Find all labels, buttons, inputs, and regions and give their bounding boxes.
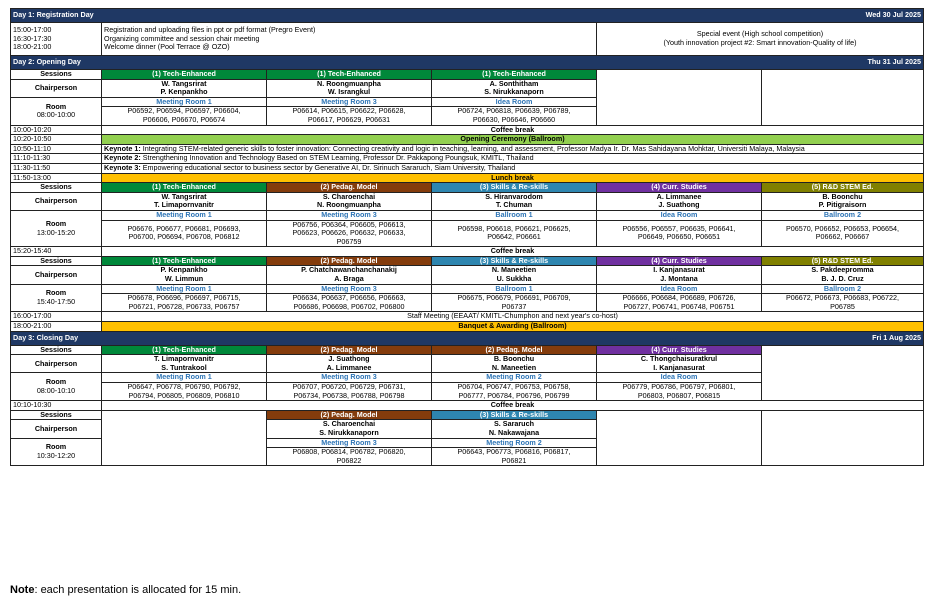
paper-line: P06821 [501, 455, 527, 465]
keynote2 [102, 154, 924, 164]
chair-name: W. Israngkul [327, 87, 371, 97]
chair-cell [102, 266, 267, 284]
room-name: Meeting Room 3 [267, 284, 432, 294]
coffee-break: Coffee break [102, 125, 924, 135]
paper-line: P06678, P06696, P06697, P06715, [127, 293, 241, 303]
paper-line: P06759 [336, 236, 362, 246]
paper-line: P06647, P06778, P06790, P06792, [127, 382, 241, 391]
chair-name: C. Thongchaisuratkrul [640, 354, 718, 364]
paper-line: P06649, P06650, P06651 [637, 232, 721, 242]
room-name: Ballroom 1 [432, 210, 597, 220]
paper-line: P06676, P06677, P06681, P06693, [127, 223, 241, 233]
chair-name: S. Charoenchai [322, 192, 376, 201]
day2-title: Day 2: Opening Day [13, 57, 81, 67]
keynote-text: Integrating STEM-related generic skills to foster innovation: Connecting creativity and logic in teaching, learning, and assessment, Professor Madya Ir. Dr. Mas Sahidayana Mohktar, Universiti Malaya, Malaysia [142, 144, 805, 153]
paper-line: P06623, P06626, P06632, P06633, [292, 228, 406, 238]
room-label: Room [45, 101, 67, 111]
chair-name: N. Maneetien [491, 362, 537, 372]
paper-line: P06675, P06679, P06691, P06709, [457, 293, 571, 303]
day1-date: Wed 30 Jul 2025 [865, 10, 921, 20]
room-time-cell [11, 210, 102, 246]
empty-cell [762, 410, 924, 466]
coffee-time: 10:00-10:20 [11, 125, 102, 135]
day2-date: Thu 31 Jul 2025 [867, 57, 921, 67]
paper-list [597, 294, 762, 312]
chairperson-label: Chairperson [11, 192, 102, 210]
chair-name: S. Tuntrakool [161, 362, 207, 372]
day3-header [11, 331, 924, 345]
paper-line: P06808, P06814, P06782, P06820, [292, 447, 406, 457]
chair-name: P. Kenpankho [160, 265, 208, 275]
paper-line: P06756, P06364, P06605, P06613, [292, 220, 406, 229]
room-name: Meeting Room 3 [267, 97, 432, 107]
track-cell: (2) Pedag. Model [267, 410, 432, 420]
day1-item: Welcome dinner (Pool Terrace @ OZO) [104, 42, 230, 52]
chair-name: U. Sukkha [496, 274, 532, 284]
track-cell: (4) Curr. Studies [597, 183, 762, 193]
staff-time: 16:00-17:00 [11, 312, 102, 322]
room-name: Idea Room [432, 97, 597, 107]
chairperson-label: Chairperson [11, 355, 102, 373]
paper-line: P06672, P06673, P06683, P06722, [785, 293, 900, 303]
paper-list [432, 448, 597, 466]
paper-list [762, 220, 924, 247]
keynote-label: Keynote 2: [104, 153, 141, 163]
paper-line: P06737 [501, 301, 527, 311]
session-time: 08:00-10:10 [36, 385, 76, 395]
paper-line: P06643, P06773, P06816, P06817, [457, 447, 571, 457]
paper-list [102, 383, 267, 401]
room-name: Idea Room [597, 373, 762, 383]
banquet-time: 18:00-21:00 [11, 322, 102, 332]
chair-cell [597, 355, 762, 373]
coffee-break: Coffee break [102, 401, 924, 411]
chair-name: S. Charoenchai [322, 419, 376, 429]
room-name: Meeting Room 1 [102, 210, 267, 220]
paper-line: P06803, P06807, P06815 [637, 390, 721, 400]
paper-list [267, 383, 432, 401]
schedule-table [10, 8, 924, 466]
room-time-cell [11, 97, 102, 125]
day1-items [102, 23, 597, 56]
day1-special-event [597, 23, 924, 56]
room-name: Meeting Room 2 [432, 438, 597, 448]
room-label: Room [45, 288, 67, 298]
chair-name: S. Hiranvarodom [485, 192, 543, 201]
chair-name: S. Sararuch [494, 419, 534, 429]
day2-header [11, 56, 924, 70]
day1-title: Day 1: Registration Day [13, 10, 94, 20]
chairperson-label: Chairperson [11, 266, 102, 284]
coffee-time: 10:10-10:30 [11, 401, 102, 411]
keynote3-time: 11:30-11:50 [11, 163, 102, 173]
day1-time: 18:00-21:00 [13, 42, 52, 52]
chair-cell [432, 79, 597, 97]
chair-name: A. Sonthitham [489, 79, 539, 88]
day1-header [11, 9, 924, 23]
room-name: Ballroom 1 [432, 284, 597, 294]
chair-name: P. Pitigraisorn [818, 200, 867, 210]
paper-list [432, 220, 597, 247]
paper-line: P06822 [336, 455, 362, 465]
chair-name: B. J. D. Cruz [821, 274, 864, 284]
special-event-title: Special event (High school competition) [696, 29, 824, 39]
footnote [10, 584, 241, 596]
paper-line: P06794, P06805, P06809, P06810 [128, 390, 240, 400]
paper-line: P06598, P06618, P06621, P06625, [457, 223, 571, 233]
track-cell: (1) Tech-Enhanced [432, 70, 597, 80]
paper-line: P06570, P06652, P06653, P06654, [785, 223, 900, 233]
keynote-label: Keynote 3: [104, 163, 141, 172]
room-name: Meeting Room 1 [102, 284, 267, 294]
chair-cell [432, 420, 597, 438]
keynote1-time: 10:50-11:10 [11, 144, 102, 154]
keynote2-time: 11:10-11:30 [11, 154, 102, 164]
keynote-text: Strengthening Innovation and Technology Based on STEM Learning, Professor Dr. Pakkapong Poungsuk, KMITL, Thailand [142, 153, 534, 163]
chair-cell [267, 192, 432, 210]
chair-cell [432, 192, 597, 210]
paper-list [267, 220, 432, 247]
chair-name: S. Nirukkanaporn [319, 427, 379, 437]
paper-line: P06734, P06738, P06788, P06798 [293, 390, 405, 400]
banquet: Banquet & Awarding (Ballroom) [102, 322, 924, 332]
track-cell: (3) Skills & Re-skills [432, 183, 597, 193]
paper-line: P06606, P06670, P06674 [142, 114, 226, 124]
day3-date: Fri 1 Aug 2025 [872, 332, 921, 342]
paper-line: P06700, P06694, P06708, P06812 [128, 232, 240, 242]
chair-cell [597, 266, 762, 284]
chair-cell [102, 355, 267, 373]
coffee-break: Coffee break [102, 247, 924, 257]
chair-cell [267, 355, 432, 373]
chair-cell [762, 192, 924, 210]
chair-name: P. Kenpankho [160, 87, 208, 97]
chairperson-label: Chairperson [11, 420, 102, 438]
room-label: Room [45, 377, 67, 387]
room-time-cell [11, 373, 102, 401]
paper-list [432, 294, 597, 312]
paper-line: P06617, P06629, P06631 [307, 114, 391, 124]
paper-line: P06634, P06637, P06656, P06663, [292, 293, 406, 303]
day1-item: Organizing committee and session chair meeting [104, 33, 260, 43]
sessions-label: Sessions [11, 70, 102, 80]
chair-cell [267, 266, 432, 284]
chair-name: N. Roongmuanpha [317, 79, 381, 88]
room-name: Meeting Room 1 [102, 373, 267, 383]
opening-time: 10:20-10:50 [11, 135, 102, 145]
chair-name: N. Nakawajana [488, 427, 540, 437]
sessions-label: Sessions [11, 183, 102, 193]
chair-name: W. Tangsrirat [161, 192, 207, 201]
paper-line: P06686, P06698, P06702, P06800 [293, 301, 405, 311]
paper-line: P06630, P06646, P06660 [472, 114, 556, 124]
opening-ceremony: Opening Ceremony (Ballroom) [102, 135, 924, 145]
paper-line: P06785 [830, 301, 855, 311]
day1-times [11, 23, 102, 56]
paper-list [102, 107, 267, 125]
chair-name: J. Suathong [328, 354, 370, 364]
room-name: Meeting Room 3 [267, 373, 432, 383]
chair-name: A. Limmanee [326, 362, 372, 372]
chair-cell [267, 420, 432, 438]
chair-cell [102, 192, 267, 210]
track-cell: (1) Tech-Enhanced [267, 70, 432, 80]
chairperson-label: Chairperson [11, 79, 102, 97]
paper-line: P06707, P06720, P06729, P06731, [292, 382, 406, 391]
staff-meeting: Staff Meeting (EEAAT/ KMITL-Chumphon and next year's co-host) [102, 312, 924, 322]
empty-cell [762, 345, 924, 401]
paper-line: P06724, P06818, P06639, P06789, [457, 106, 571, 116]
keynote-label: Keynote 1: [104, 144, 141, 153]
session-time: 15:40-17:50 [36, 297, 76, 307]
empty-cell [597, 70, 762, 126]
chair-name: A. Braga [334, 274, 364, 284]
paper-line: P06662, P06667 [815, 232, 870, 242]
room-time-cell [11, 284, 102, 312]
chair-name: W. Tangsrirat [161, 79, 207, 88]
room-name: Meeting Room 3 [267, 438, 432, 448]
empty-cell [762, 70, 924, 126]
track-cell: (1) Tech-Enhanced [102, 183, 267, 193]
note-text: : each presentation is allocated for 15 min. [34, 584, 242, 596]
session-time: 08:00-10:00 [36, 110, 76, 120]
lunch-time: 11:50-13:00 [11, 173, 102, 183]
track-cell: (2) Pedag. Model [267, 256, 432, 266]
track-cell: (1) Tech-Enhanced [102, 256, 267, 266]
note-label: Note [10, 584, 35, 596]
chair-name: N. Maneetien [491, 265, 537, 275]
paper-list [597, 383, 762, 401]
room-name: Ballroom 2 [762, 210, 924, 220]
track-cell: (4) Curr. Studies [597, 256, 762, 266]
paper-list [267, 294, 432, 312]
room-time-cell [11, 438, 102, 466]
paper-list [597, 220, 762, 247]
chair-cell [432, 355, 597, 373]
chair-name: S. Nirukkanaporn [484, 87, 544, 97]
keynote-text: Empowering educational sector to business sector by Generative AI, Dr. Sirinuch Sararuch, Siam University, Thailand [142, 163, 516, 172]
chair-cell [597, 192, 762, 210]
paper-line: P06777, P06784, P06796, P06799 [458, 390, 570, 400]
empty-cell [597, 410, 762, 466]
schedule [10, 8, 923, 466]
chair-name: P. Chatchawanchanchanakij [301, 265, 397, 275]
chair-name: B. Boonchu [822, 192, 863, 201]
paper-line: P06666, P06684, P06689, P06726, [622, 293, 736, 303]
sessions-label: Sessions [11, 410, 102, 420]
paper-list [762, 294, 924, 312]
day1-item: Registration and uploading files in ppt or pdf format (Pregro Event) [104, 25, 316, 35]
room-label: Room [45, 442, 67, 452]
chair-name: J. Suathong [658, 200, 700, 210]
paper-line: P06779, P06786, P06797, P06801, [622, 382, 736, 391]
paper-line: P06721, P06728, P06733, P06757 [128, 301, 240, 311]
paper-line: P06614, P06615, P06622, P06628, [292, 106, 406, 116]
track-cell: (5) R&D STEM Ed. [762, 183, 924, 193]
room-name: Meeting Room 2 [432, 373, 597, 383]
chair-cell [432, 266, 597, 284]
day3-title: Day 3: Closing Day [13, 332, 79, 342]
track-cell: (3) Skills & Re-skills [432, 256, 597, 266]
session-time: 10:30-12:20 [36, 450, 76, 460]
chair-name: T. Limapornvanitr [154, 354, 214, 364]
paper-list [102, 220, 267, 247]
chair-name: I. Kanjanasurat [653, 265, 705, 275]
lunch-break: Lunch break [102, 173, 924, 183]
room-name: Ballroom 2 [762, 284, 924, 294]
chair-cell [267, 79, 432, 97]
chair-name: T. Chuman [495, 200, 533, 210]
chair-name: W. Limmun [164, 274, 204, 284]
coffee-time: 15:20-15:40 [11, 247, 102, 257]
sessions-label: Sessions [11, 345, 102, 355]
chair-name: T. Limapornvanitr [154, 200, 214, 210]
track-cell: (5) R&D STEM Ed. [762, 256, 924, 266]
track-cell: (2) Pedag. Model [267, 345, 432, 355]
room-name: Meeting Room 1 [102, 97, 267, 107]
room-name: Meeting Room 3 [267, 210, 432, 220]
room-name: Idea Room [597, 284, 762, 294]
chair-cell [762, 266, 924, 284]
paper-list [432, 107, 597, 125]
paper-line: P06642, P06661 [487, 232, 541, 242]
sessions-label: Sessions [11, 256, 102, 266]
day1-time: 16:30-17:30 [13, 33, 52, 43]
paper-list [102, 294, 267, 312]
track-cell: (2) Pedag. Model [267, 183, 432, 193]
chair-name: J. Montana [660, 274, 698, 284]
day1-time: 15:00-17:00 [13, 25, 52, 35]
keynote3 [102, 163, 924, 173]
chair-cell [102, 79, 267, 97]
keynote1 [102, 144, 924, 154]
paper-line: P06704, P06747, P06753, P06758, [457, 382, 571, 391]
empty-cell [102, 410, 267, 466]
chair-name: A. Limmanee [656, 192, 702, 201]
session-time: 13:00-15:20 [36, 227, 76, 237]
paper-list [267, 448, 432, 466]
room-name: Idea Room [597, 210, 762, 220]
paper-line: P06556, P06557, P06635, P06641, [622, 223, 736, 233]
track-cell: (3) Skills & Re-skills [432, 410, 597, 420]
paper-list [267, 107, 432, 125]
chair-name: I. Kanjanasurat [653, 362, 705, 372]
paper-list [432, 383, 597, 401]
chair-name: S. Pakdeepromma [811, 265, 874, 275]
track-cell: (4) Curr. Studies [597, 345, 762, 355]
special-event-subtitle: (Youth innovation project #2: Smart innovation-Quality of life) [663, 38, 857, 47]
paper-line: P06592, P06594, P06597, P06604, [127, 106, 241, 116]
paper-line: P06727, P06741, P06748, P06751 [623, 301, 735, 311]
track-cell: (1) Tech-Enhanced [102, 70, 267, 80]
track-cell: (2) Pedag. Model [432, 345, 597, 355]
chair-name: N. Roongmuanpha [317, 200, 381, 210]
chair-name: B. Boonchu [493, 354, 535, 364]
track-cell: (1) Tech-Enhanced [102, 345, 267, 355]
room-label: Room [45, 219, 67, 228]
